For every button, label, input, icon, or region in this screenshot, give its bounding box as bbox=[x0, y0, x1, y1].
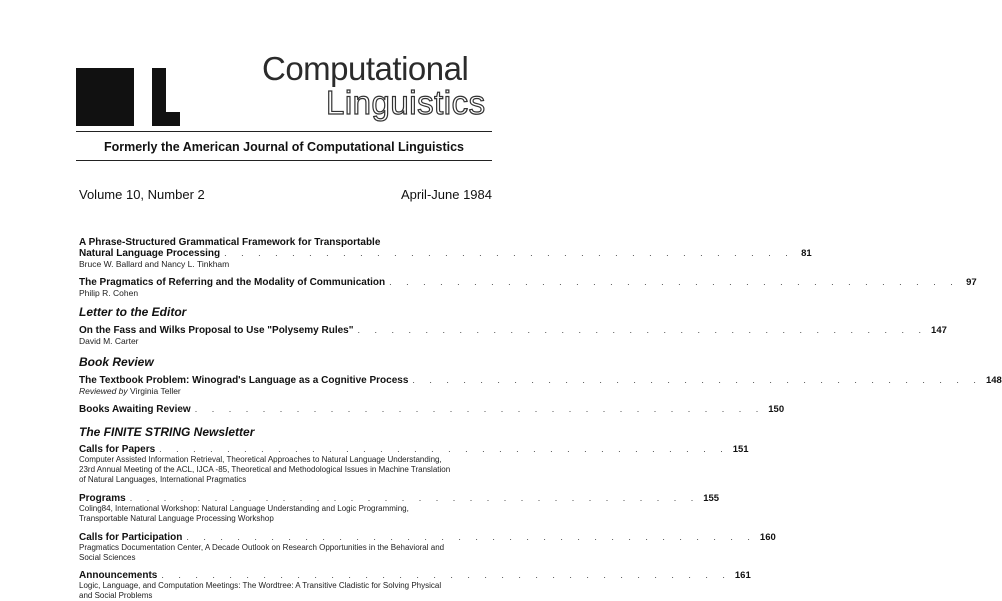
toc-entry bbox=[79, 375, 1002, 396]
reviewed-by-label: Reviewed by bbox=[79, 386, 128, 396]
entry-authors: Philip R. Cohen bbox=[79, 288, 139, 298]
entry-page: 161 bbox=[734, 570, 751, 581]
bottom-rule bbox=[76, 160, 492, 161]
entry-page: 97 bbox=[966, 277, 977, 288]
issue-date: April-June 1984 bbox=[400, 187, 492, 202]
top-rule bbox=[76, 131, 492, 132]
journal-logo bbox=[76, 68, 180, 126]
toc-entry bbox=[79, 444, 749, 485]
dot-leader: . . . . . . . . . . . . . . . . . . . . . . . . . . . . . . . . . . bbox=[186, 532, 756, 542]
dot-leader: . . . . . . . . . . . . . . . . . . . . . . . . . . . . . . . . . . bbox=[194, 404, 765, 414]
reviewer-name: Virginia Teller bbox=[130, 386, 181, 396]
entry-title: Announcements bbox=[79, 570, 158, 581]
entry-title: Calls for Papers bbox=[79, 444, 156, 455]
entry-title: Books Awaiting Review bbox=[79, 404, 191, 415]
entry-description: Logic, Language, and Computation Meetings: The Wordtree: A Transitive Cladistic for Solving Physical and Social Problems bbox=[79, 581, 442, 600]
entry-authors: Bruce W. Ballard and Nancy L. Tinkham bbox=[79, 259, 230, 269]
entry-authors: David M. Carter bbox=[79, 336, 139, 346]
dot-leader: . . . . . . . . . . . . . . . . . . . . . . . . . . . . . . . . . . bbox=[412, 375, 982, 385]
entry-title: The Textbook Problem: Winograd's Language as a Cognitive Process bbox=[79, 375, 409, 386]
dot-leader: . . . . . . . . . . . . . . . . . . . . . . . . . . . . . . . . . . bbox=[159, 444, 729, 454]
journal-subtitle: Linguistics bbox=[326, 84, 486, 121]
toc-entry bbox=[79, 237, 812, 269]
entry-page: 148 bbox=[985, 375, 1002, 386]
section-heading-review: Book Review bbox=[79, 355, 154, 369]
entry-title: Programs bbox=[79, 493, 126, 504]
toc-entry bbox=[79, 404, 785, 415]
entry-description: Computer Assisted Information Retrieval, Theoretical Approaches to Natural Language Understanding, 23rd Annual Meeting of the ACL, IJCA -85, Theoretical and Methodological Issues in Machine Translation of Natural Languages, International Pragmatics bbox=[79, 455, 451, 484]
entry-title: Calls for Participation bbox=[79, 532, 183, 543]
toc-entry bbox=[79, 325, 947, 346]
dot-leader: . . . . . . . . . . . . . . . . . . . . . . . . . . . . . . . . . . bbox=[224, 248, 794, 258]
entry-reviewer bbox=[79, 386, 491, 396]
journal-title: Computational bbox=[262, 50, 469, 87]
entry-title: A Phrase-Structured Grammatical Framework for Transportable bbox=[79, 237, 381, 248]
entry-description: Coling84, International Workshop: Natural Language Understanding and Logic Programming, Transportable Natural Language Processing Workshop bbox=[79, 504, 409, 523]
formerly-line: Formerly the American Journal of Computational Linguistics bbox=[103, 140, 464, 154]
entry-title-cont: Natural Language Processing bbox=[79, 248, 221, 259]
toc-entry bbox=[79, 493, 720, 524]
entry-page: 81 bbox=[801, 248, 812, 259]
entry-title: On the Fass and Wilks Proposal to Use "Polysemy Rules" bbox=[79, 325, 354, 336]
toc-entry bbox=[79, 570, 751, 601]
dot-leader: . . . . . . . . . . . . . . . . . . . . . . . . . . . . . . . . . . bbox=[129, 493, 700, 503]
entry-description: Pragmatics Documentation Center, A Decade Outlook on Research Opportunities in the Behavioral and Social Sciences bbox=[79, 543, 445, 562]
entry-page: 155 bbox=[703, 493, 720, 504]
entry-page: 160 bbox=[759, 532, 776, 543]
issue-volume: Volume 10, Number 2 bbox=[79, 187, 205, 202]
entry-page: 150 bbox=[768, 404, 785, 415]
entry-title: The Pragmatics of Referring and the Modality of Communication bbox=[79, 277, 386, 288]
entry-page: 147 bbox=[931, 325, 947, 336]
toc-entry bbox=[79, 532, 776, 563]
section-heading-letter: Letter to the Editor bbox=[79, 305, 187, 319]
dot-leader: . . . . . . . . . . . . . . . . . . . . . . . . . . . . . . . . . . bbox=[389, 277, 959, 287]
toc-entry bbox=[79, 277, 977, 298]
entry-page: 151 bbox=[732, 444, 749, 455]
dot-leader: . . . . . . . . . . . . . . . . . . . . . . . . . . . . . . . . . . bbox=[357, 325, 928, 335]
dot-leader: . . . . . . . . . . . . . . . . . . . . . . . . . . . . . . . . . . bbox=[161, 570, 731, 580]
section-heading-finite-string: The FINITE STRING Newsletter bbox=[79, 425, 255, 439]
